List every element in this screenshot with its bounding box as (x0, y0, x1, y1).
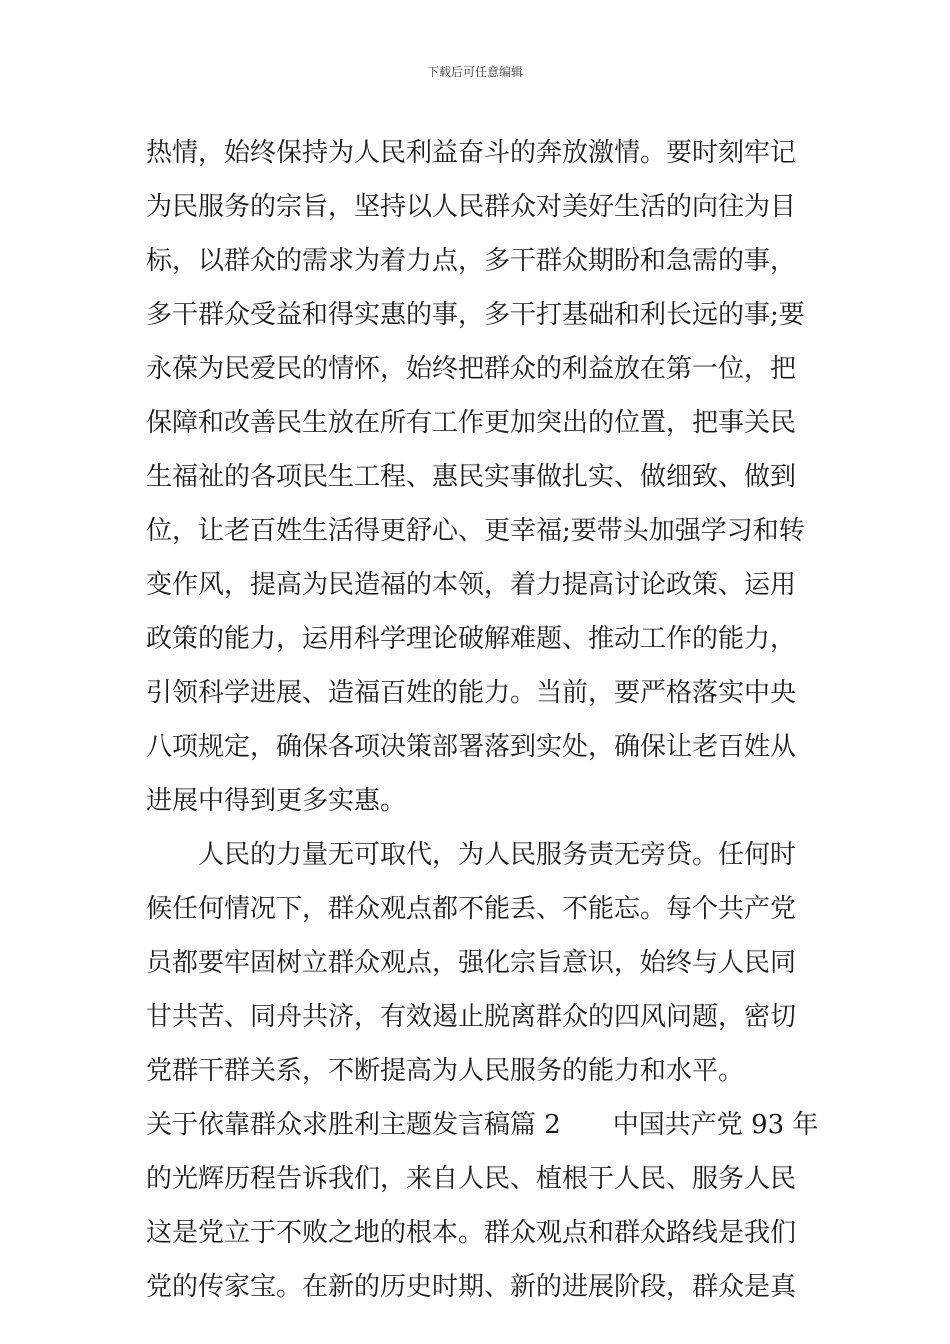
text-line: 热情，始终保持为人民利益奋斗的奔放激情。要时刻牢记 (146, 138, 797, 168)
text-line: 标，以群众的需求为着力点，多干群众期盼和急需的事， (146, 246, 797, 276)
text-line: 生福祉的各项民生工程、惠民实事做扎实、做细致、做到 (146, 462, 797, 492)
text-line: 党群干群关系，不断提高为人民服务的能力和水平。 (146, 1056, 745, 1086)
text-line: 变作风，提高为民造福的本领，着力提高讨论政策、运用 (146, 570, 797, 600)
text-line: 党的传家宝。在新的历史时期、新的进展阶段，群众是真 (146, 1272, 797, 1302)
text-line: 多干群众受益和得实惠的事，多干打基础和利长远的事;要 (146, 300, 805, 330)
text-line: 关于依靠群众求胜利主题发言稿篇 2 中国共产党 93 年 (146, 1110, 819, 1140)
text-line: 八项规定，确保各项决策部署落到实处，确保让老百姓从 (146, 732, 797, 762)
text-line: 引领科学进展、造福百姓的能力。当前，要严格落实中央 (146, 678, 797, 708)
text-line: 位，让老百姓生活得更舒心、更幸福;要带头加强学习和转 (146, 516, 805, 546)
text-line: 进展中得到更多实惠。 (146, 786, 407, 816)
text-line: 人民的力量无可取代，为人民服务责无旁贷。任何时 (198, 840, 797, 870)
text-line: 的光辉历程告诉我们，来自人民、植根于人民、服务人民 (146, 1164, 797, 1194)
page-header-note: 下载后可任意编辑 (426, 65, 523, 79)
text-line: 政策的能力，运用科学理论破解难题、推动工作的能力， (146, 624, 797, 654)
text-line: 保障和改善民生放在所有工作更加突出的位置，把事关民 (146, 408, 797, 438)
text-line: 这是党立于不败之地的根本。群众观点和群众路线是我们 (146, 1218, 797, 1248)
document-body (146, 126, 819, 1314)
text-line: 永葆为民爱民的情怀，始终把群众的利益放在第一位，把 (146, 354, 797, 384)
text-line: 为民服务的宗旨，坚持以人民群众对美好生活的向往为目 (146, 192, 797, 222)
text-line: 甘共苦、同舟共济，有效遏止脱离群众的四风问题，密切 (146, 1002, 797, 1032)
text-line: 员都要牢固树立群众观点，强化宗旨意识，始终与人民同 (146, 948, 797, 978)
text-line: 候任何情况下，群众观点都不能丢、不能忘。每个共产党 (146, 894, 797, 924)
